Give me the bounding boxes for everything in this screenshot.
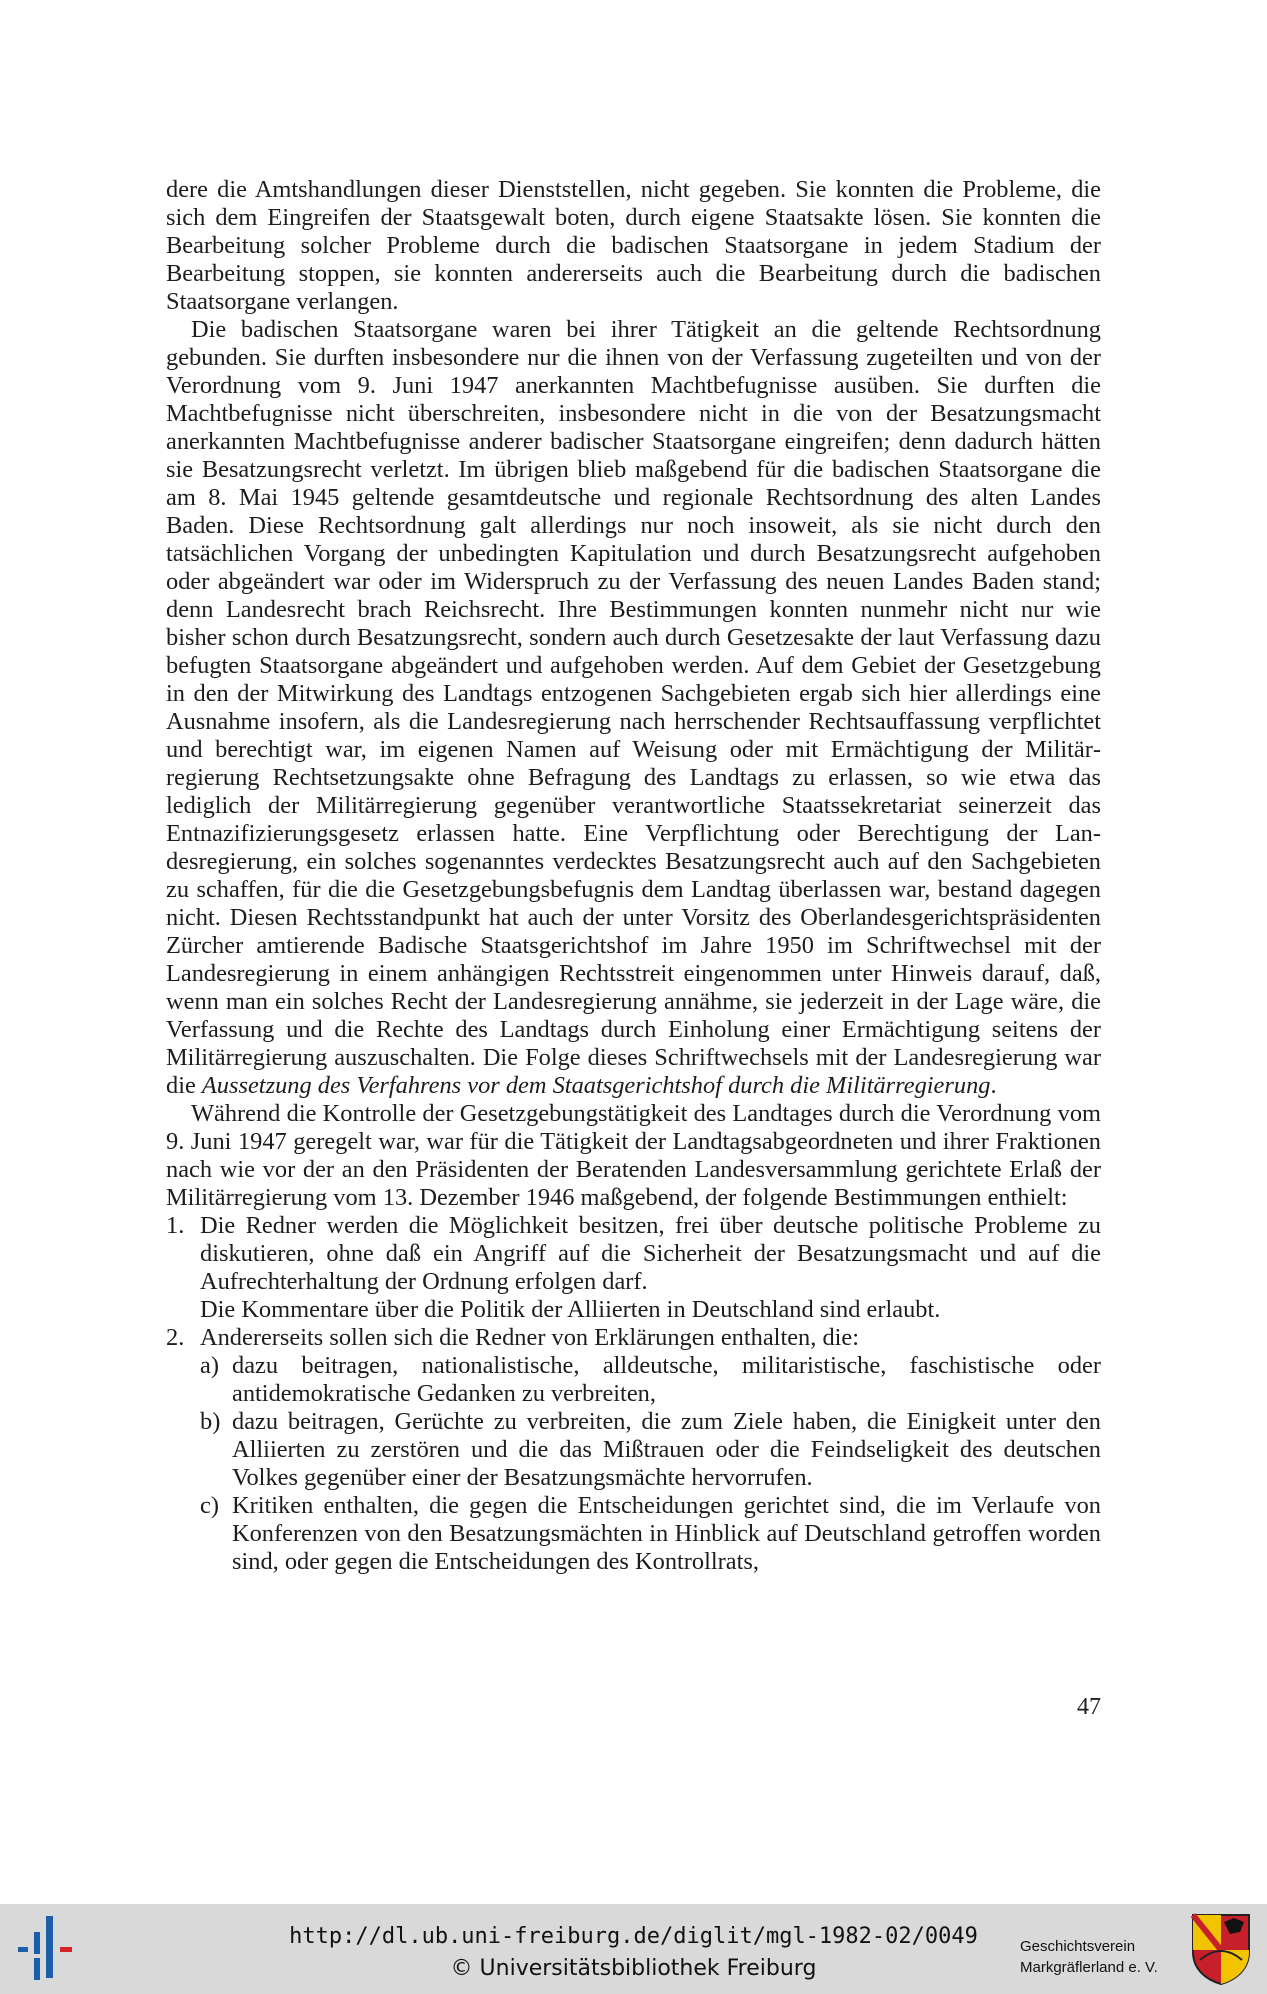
document-body: [166, 176, 1101, 1576]
society-name: [1020, 1936, 1158, 1978]
list-marker: 1.: [166, 1212, 185, 1239]
list-marker: c): [200, 1492, 219, 1519]
sub-list-item: [166, 1408, 1101, 1492]
list-marker: 2.: [166, 1324, 185, 1351]
list-item: [166, 1212, 1101, 1324]
paragraph: Während die Kontrolle der Gesetzgebungstätigkeit des Landtages durch die Verordnung vom 9. Juni 1947 geregelt war, war für die Tätigkeit der Landtagsabgeordneten und ihrer Fraktionen nach wie vor der an den Präsidenten der Beratenden Landesversammlung gerichtete Erlaß der Militärregierung vom 13. Dezember 1946 maßgebend, der folgende Bestimmungen enthielt:: [166, 1100, 1101, 1211]
footer-copyright: © Universitätsbibliothek Freiburg: [450, 1956, 817, 1981]
list-marker: b): [200, 1408, 221, 1435]
list-item: [166, 1324, 1101, 1352]
list-item-text: Die Redner werden die Möglichkeit besitzen, frei über deutsche politische Probleme zu diskutieren, ohne daß ein Angriff auf die Sicherheit der Besatzungsmacht und auf die Aufrechterhaltung der Ordnung erfolgen darf.: [200, 1212, 1101, 1295]
sub-list-item: [166, 1492, 1101, 1576]
paragraph: [166, 316, 1101, 1100]
sub-list-item: [166, 1352, 1101, 1408]
footer-url-link[interactable]: http://dl.ub.uni-freiburg.de/diglit/mgl-1982-02/0049: [289, 1924, 978, 1949]
list-item-text: Andererseits sollen sich die Redner von Erklärungen enthalten, die:: [200, 1324, 860, 1351]
coat-of-arms-icon: [1190, 1912, 1252, 1986]
paragraph: dere die Amtshandlungen dieser Dienststellen, nicht gegeben. Sie konnten die Probleme, die sich dem Eingreifen der Staatsgewalt boten, durch eigene Staatsakte lösen. Sie konnten die Bearbeitung solcher Probleme durch die badischen Staatsorgane in jedem Stadium der Bearbeitung stoppen, sie konnten andererseits auch die Bearbeitung durch die badischen Staatsorgane verlangen.: [166, 176, 1101, 315]
paragraph-end: .: [990, 1072, 997, 1099]
sub-list: [166, 1352, 1101, 1576]
list-item-text: Kritiken enthalten, die gegen die Entscheidungen gerichtet sind, die im Verlaufe von Konferenzen von den Besatzungsmächten in Hinblick auf Deutschland getroffen worden sind, oder gegen die Entscheidungen des Kontrollrats,: [232, 1492, 1101, 1575]
list-marker: a): [200, 1352, 219, 1379]
list-item-text: dazu beitragen, nationalistische, alldeutsche, militaristische, faschistische oder antidemokratische Gedanken zu verbreiten,: [232, 1352, 1101, 1407]
paragraph-text: Die badischen Staatsorgane waren bei ihrer Tätigkeit an die geltende Rechtsordnung gebunden. Sie durften insbesondere nur die ihnen von der Verfassung zugeteilten und von der Verordnung vom 9. Juni 1947 anerkannten Machtbefugnisse ausüben. Sie durften die Machtbefugnisse nicht überschreiten, insbesondere nicht in die von der Besatzungsmacht anerkannten Machtbefugnisse anderer badischer Staatsorgane eingreifen; denn dadurch hätten sie Besatzungsrecht verletzt. Im übrigen blieb maßgebend für die badischen Staatsorgane die am 8. Mai 1945 geltende gesamtdeutsche und regionale Rechtsordnung des alten Landes Baden. Diese Rechtsordnung galt allerdings nur noch insoweit, als sie nicht durch den tatsächlichen Vorgang der unbedingten Kapitulation und durch Besatzungsrecht aufgehoben oder abgeändert war oder im Widerspruch zu der Verfassung des neuen Landes Baden stand; denn Landesrecht brach Reichsrecht. Ihre Bestimmungen konnten nunmehr nicht nur wie bisher schon durch Besatzungsrecht, sondern auch durch Gesetzesakte der laut Verfassung dazu befugten Staatsorgane abgeändert und aufgehoben werden. Auf dem Gebiet der Gesetzgebung in den der Mitwirkung des Landtags entzogenen Sachgebieten ergab sich hier allerdings eine Ausnahme insofern, als die Landesregierung nach herrschender Rechtsauffassung verpflichtet und berechtigt war, im eigenen Namen auf Weisung oder mit Ermächtigung der Militärregierung Rechtsetzungsakte ohne Befragung des Landtags zu erlassen, so wie etwa das lediglich der Militärregierung gegenüber verantwortliche Staatssekretariat seinerzeit das Entnazifizierungsgesetz erlassen hatte. Eine Verpflichtung oder Berechtigung der Landesregierung, ein solches sogenanntes verdecktes Besatzungsrecht auch auf den Sachgebieten zu schaffen, für die die Gesetzgebungsbefugnis dem Landtag überlassen war, bestand dagegen nicht. Diesen Rechtsstandpunkt hat auch der unter Vorsitz des Oberlandesgerichtspräsidenten Zürcher amtierende Badische Staatsgerichtshof im Jahre 1950 im Schriftwechsel mit der Landesregierung in einem anhängigen Rechtsstreit eingenommen unter Hinweis darauf, daß, wenn man ein solches Recht der Landesregierung annähme, sie jederzeit in der Lage wäre, die Verfassung und die Rechte des Landtags durch Einholung einer Ermächtigung seitens der Militärregierung auszuschalten. Die Folge dieses Schriftwechsels mit der Landesregierung war die: [166, 316, 1101, 1099]
page-number: 47: [1077, 1694, 1101, 1720]
emphasized-text: Aussetzung des Verfahrens vor dem Staatsgerichtshof durch die Militärregierung: [201, 1072, 991, 1099]
list-item-text: Die Kommentare über die Politik der Alliierten in Deutschland sind erlaubt.: [200, 1296, 941, 1323]
society-name-line: Markgräflerland e. V.: [1020, 1959, 1158, 1976]
list-item-text: dazu beitragen, Gerüchte zu verbreiten, die zum Ziele haben, die Einigkeit unter den Alliierten zu zerstören und die das Mißtrauen oder die Feindseligkeit des deutschen Volkes gegenüber einer der Besatzungsmächte hervorrufen.: [232, 1408, 1101, 1491]
society-name-line: Geschichtsverein: [1020, 1938, 1136, 1955]
